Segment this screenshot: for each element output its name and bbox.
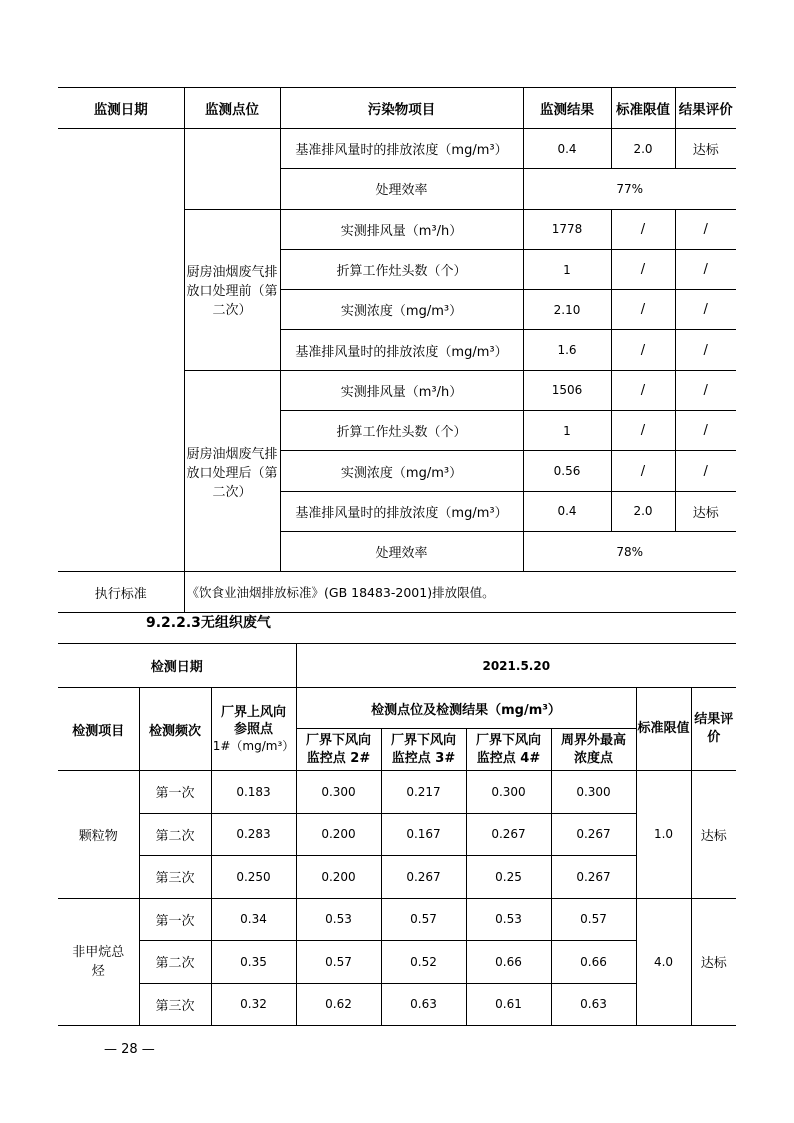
date-value: 2021.5.20 bbox=[296, 644, 736, 688]
page-number: — 28 — bbox=[104, 1042, 155, 1057]
date-cell bbox=[58, 129, 184, 572]
eval-cell: 达标 bbox=[691, 771, 736, 899]
limit-cell: 2.0 bbox=[611, 129, 675, 169]
value-cell: 0.62 bbox=[296, 983, 381, 1026]
value-cell: 0.167 bbox=[381, 813, 466, 856]
item-cell: 非甲烷总烃 bbox=[58, 898, 139, 1026]
value-cell: 0.57 bbox=[296, 941, 381, 984]
standard-text: 《饮食业油烟排放标准》(GB 18483-2001)排放限值。 bbox=[184, 572, 736, 613]
result-cell: 1.6 bbox=[523, 330, 611, 370]
pollutant-cell: 实测排风量（m³/h） bbox=[280, 209, 523, 249]
pollutant-cell: 实测浓度（mg/m³） bbox=[280, 290, 523, 330]
standard-row bbox=[58, 572, 736, 613]
header-limit: 标准限值 bbox=[611, 88, 675, 129]
limit-cell: / bbox=[611, 370, 675, 410]
limit-cell: / bbox=[611, 451, 675, 491]
value-cell: 0.200 bbox=[296, 856, 381, 899]
table-row bbox=[58, 941, 736, 984]
value-cell: 0.267 bbox=[466, 813, 551, 856]
section-title: 9.2.2.3无组织废气 bbox=[146, 615, 271, 631]
result-cell: 1 bbox=[523, 411, 611, 451]
header-date: 监测日期 bbox=[58, 88, 184, 129]
header-ref bbox=[211, 688, 296, 771]
header-ref-sub: 1#（mg/m³） bbox=[212, 738, 295, 753]
freq-cell: 第三次 bbox=[139, 983, 211, 1026]
header-point-3: 厂界下风向监控点 3# bbox=[381, 729, 466, 771]
limit-cell: 1.0 bbox=[636, 771, 691, 899]
value-cell: 0.250 bbox=[211, 856, 296, 899]
limit-cell: / bbox=[611, 249, 675, 289]
freq-cell: 第一次 bbox=[139, 898, 211, 941]
efficiency-value: 77% bbox=[523, 169, 736, 209]
kitchen-fume-table bbox=[58, 87, 736, 613]
standard-label: 执行标准 bbox=[58, 572, 184, 613]
header-group: 检测点位及检测结果（mg/m³） bbox=[296, 688, 636, 729]
freq-cell: 第一次 bbox=[139, 771, 211, 814]
result-cell: 0.56 bbox=[523, 451, 611, 491]
value-cell: 0.267 bbox=[551, 813, 636, 856]
value-cell: 0.267 bbox=[381, 856, 466, 899]
pollutant-cell: 基准排风量时的排放浓度（mg/m³） bbox=[280, 330, 523, 370]
limit-cell: / bbox=[611, 209, 675, 249]
table-row bbox=[58, 898, 736, 941]
limit-cell: 4.0 bbox=[636, 898, 691, 1026]
value-cell: 0.267 bbox=[551, 856, 636, 899]
eval-cell: / bbox=[675, 209, 736, 249]
result-cell: 2.10 bbox=[523, 290, 611, 330]
limit-cell: / bbox=[611, 330, 675, 370]
value-cell: 0.300 bbox=[466, 771, 551, 814]
value-cell: 0.63 bbox=[381, 983, 466, 1026]
eval-cell: 达标 bbox=[675, 491, 736, 531]
pollutant-cell: 折算工作灶头数（个） bbox=[280, 411, 523, 451]
value-cell: 0.300 bbox=[551, 771, 636, 814]
value-cell: 0.66 bbox=[551, 941, 636, 984]
table-row bbox=[58, 813, 736, 856]
header-point-2: 厂界下风向监控点 2# bbox=[296, 729, 381, 771]
table-row bbox=[58, 983, 736, 1026]
pollutant-cell: 基准排风量时的排放浓度（mg/m³） bbox=[280, 491, 523, 531]
table-row bbox=[58, 129, 736, 169]
eval-cell: / bbox=[675, 249, 736, 289]
header-max: 周界外最高浓度点 bbox=[551, 729, 636, 771]
site-cell-continued bbox=[184, 129, 280, 210]
header-result: 监测结果 bbox=[523, 88, 611, 129]
value-cell: 0.283 bbox=[211, 813, 296, 856]
eval-cell: / bbox=[675, 370, 736, 410]
result-cell: 0.4 bbox=[523, 491, 611, 531]
value-cell: 0.63 bbox=[551, 983, 636, 1026]
value-cell: 0.300 bbox=[296, 771, 381, 814]
value-cell: 0.52 bbox=[381, 941, 466, 984]
table-header-row bbox=[58, 644, 736, 688]
pollutant-cell: 处理效率 bbox=[280, 169, 523, 209]
table-header-row bbox=[58, 688, 736, 729]
value-cell: 0.57 bbox=[551, 898, 636, 941]
eval-cell: / bbox=[675, 451, 736, 491]
eval-cell: / bbox=[675, 330, 736, 370]
header-site: 监测点位 bbox=[184, 88, 280, 129]
pollutant-cell: 基准排风量时的排放浓度（mg/m³） bbox=[280, 129, 523, 169]
date-label: 检测日期 bbox=[58, 644, 296, 688]
value-cell: 0.61 bbox=[466, 983, 551, 1026]
efficiency-value: 78% bbox=[523, 531, 736, 571]
value-cell: 0.53 bbox=[296, 898, 381, 941]
header-pollutant: 污染物项目 bbox=[280, 88, 523, 129]
result-cell: 1778 bbox=[523, 209, 611, 249]
table-row bbox=[58, 771, 736, 814]
limit-cell: / bbox=[611, 411, 675, 451]
pollutant-cell: 折算工作灶头数（个） bbox=[280, 249, 523, 289]
result-cell: 0.4 bbox=[523, 129, 611, 169]
result-cell: 1506 bbox=[523, 370, 611, 410]
table-row bbox=[58, 856, 736, 899]
eval-cell: / bbox=[675, 411, 736, 451]
value-cell: 0.25 bbox=[466, 856, 551, 899]
value-cell: 0.53 bbox=[466, 898, 551, 941]
pollutant-cell: 实测浓度（mg/m³） bbox=[280, 451, 523, 491]
freq-cell: 第二次 bbox=[139, 941, 211, 984]
eval-cell: 达标 bbox=[675, 129, 736, 169]
site-cell: 厨房油烟废气排放口处理前（第二次） bbox=[184, 209, 280, 370]
value-cell: 0.57 bbox=[381, 898, 466, 941]
header-ref-label: 厂界上风向参照点 bbox=[221, 704, 287, 737]
header-limit: 标准限值 bbox=[636, 688, 691, 771]
result-cell: 1 bbox=[523, 249, 611, 289]
header-eval: 结果评价 bbox=[675, 88, 736, 129]
pollutant-cell: 处理效率 bbox=[280, 531, 523, 571]
value-cell: 0.66 bbox=[466, 941, 551, 984]
item-cell: 颗粒物 bbox=[58, 771, 139, 899]
freq-cell: 第二次 bbox=[139, 813, 211, 856]
limit-cell: / bbox=[611, 290, 675, 330]
header-item: 检测项目 bbox=[58, 688, 139, 771]
value-cell: 0.32 bbox=[211, 983, 296, 1026]
freq-cell: 第三次 bbox=[139, 856, 211, 899]
header-eval: 结果评价 bbox=[691, 688, 736, 771]
table-header-row bbox=[58, 88, 736, 129]
value-cell: 0.217 bbox=[381, 771, 466, 814]
header-point-4: 厂界下风向监控点 4# bbox=[466, 729, 551, 771]
site-cell: 厨房油烟废气排放口处理后（第二次） bbox=[184, 370, 280, 571]
value-cell: 0.183 bbox=[211, 771, 296, 814]
eval-cell: 达标 bbox=[691, 898, 736, 1026]
value-cell: 0.34 bbox=[211, 898, 296, 941]
limit-cell: 2.0 bbox=[611, 491, 675, 531]
header-freq: 检测频次 bbox=[139, 688, 211, 771]
fugitive-gas-table bbox=[58, 643, 736, 1026]
pollutant-cell: 实测排风量（m³/h） bbox=[280, 370, 523, 410]
value-cell: 0.35 bbox=[211, 941, 296, 984]
eval-cell: / bbox=[675, 290, 736, 330]
value-cell: 0.200 bbox=[296, 813, 381, 856]
